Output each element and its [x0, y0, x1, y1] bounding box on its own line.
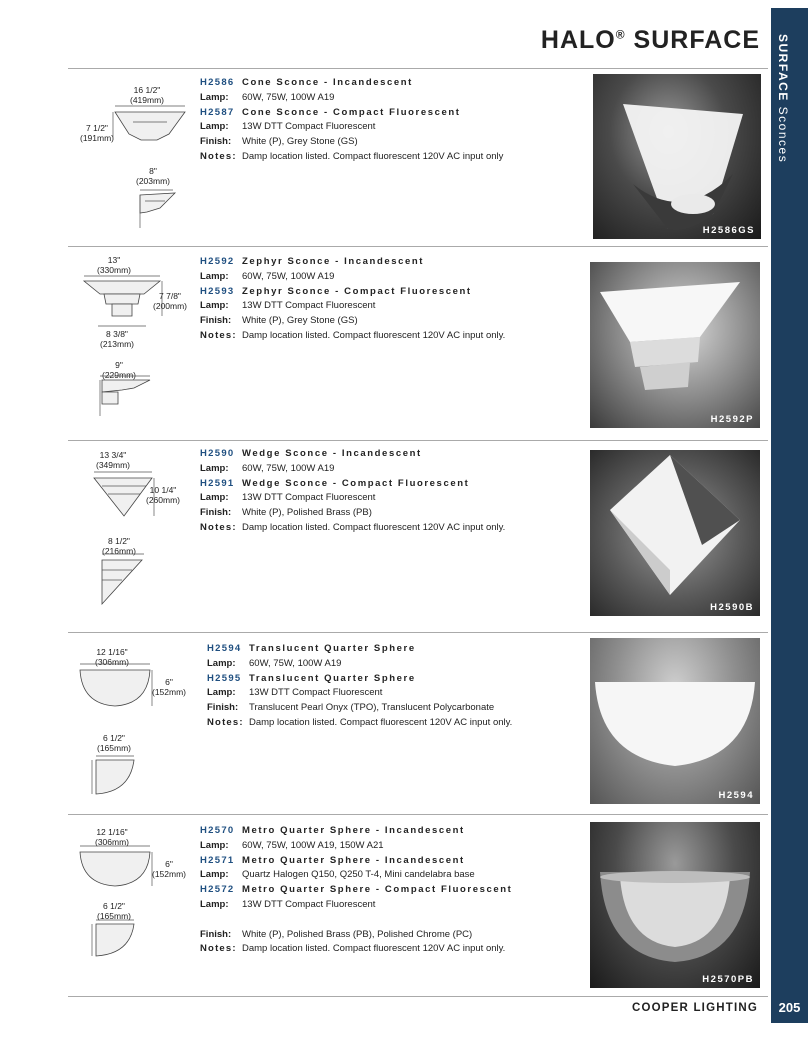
wedge-sconce-illustration — [590, 450, 760, 616]
spec-row: Finish: White (P), Polished Brass (PB) — [200, 507, 372, 519]
photo-caption: H2590B — [710, 602, 754, 613]
spec-row: Notes: Damp location listed. Compact fluorescent 120V AC input only. — [200, 943, 506, 955]
dim-width: 12 1/16" (306mm) — [95, 647, 130, 667]
dim-width: 12 1/16" (306mm) — [95, 827, 130, 847]
spec-row: Lamp: Quartz Halogen Q150, Q250 T-4, Mini candelabra base — [200, 869, 475, 881]
translucent-dimension-drawing — [78, 664, 188, 804]
spec-row: Finish: White (P), Grey Stone (GS) — [200, 136, 358, 148]
metro-dimension-drawing — [78, 846, 188, 986]
page-number: 205 — [771, 993, 808, 1023]
product-photo-metro — [590, 822, 760, 988]
spec-row: H2572 Metro Quarter Sphere - Compact Fluorescent — [200, 884, 513, 896]
spec-row: Finish: Translucent Pearl Onyx (TPO), Translucent Polycarbonate — [207, 702, 495, 714]
photo-caption: H2570PB — [702, 974, 754, 985]
spec-row: Lamp: 13W DTT Compact Fluorescent — [200, 121, 376, 133]
product-photo-zephyr — [590, 262, 760, 428]
footer-rule — [68, 996, 768, 997]
dim-depth: 9" (229mm) — [102, 360, 137, 380]
product-specs-metro — [200, 824, 512, 957]
translucent-sphere-illustration — [590, 638, 760, 804]
dim-width: 13" (330mm) — [97, 255, 132, 275]
section-divider — [68, 814, 768, 815]
spec-row: Lamp: 60W, 75W, 100W A19 — [207, 657, 342, 669]
metro-sphere-illustration — [590, 822, 760, 988]
product-photo-cone — [593, 74, 761, 239]
spec-row: H2592 Zephyr Sconce - Incandescent — [200, 256, 425, 267]
spec-row: H2593 Zephyr Sconce - Compact Fluorescent — [200, 285, 472, 297]
product-specs-translucent — [207, 642, 512, 731]
spec-row: Lamp: 13W DTT Compact Fluorescent — [200, 492, 376, 504]
section-divider — [68, 68, 768, 69]
spec-row: H2571 Metro Quarter Sphere - Incandescent — [200, 854, 465, 866]
dim-depth: 8" (203mm) — [136, 166, 171, 186]
zephyr-sconce-illustration — [590, 262, 760, 428]
cone-dimension-drawing — [85, 100, 195, 240]
dim-depth: 6 1/2" (165mm) — [97, 901, 132, 921]
spec-row: H2586 Cone Sconce - Incandescent — [200, 77, 413, 88]
spec-row: Notes: Damp location listed. Compact fluorescent 120V AC input only. — [200, 521, 506, 533]
section-divider — [68, 440, 768, 441]
spec-row: H2570 Metro Quarter Sphere - Incandescent — [200, 825, 465, 836]
spec-row: H2594 Translucent Quarter Sphere — [207, 643, 416, 654]
spec-row: Lamp: 60W, 75W, 100W A19 — [200, 270, 335, 282]
spec-row: Notes: Damp location listed. Compact fluorescent 120V AC input only. — [200, 329, 506, 341]
spec-row: H2591 Wedge Sconce - Compact Fluorescent — [200, 477, 470, 489]
spec-row: Notes: Damp location listed. Compact fluorescent 120V AC input only — [200, 150, 504, 162]
spec-row: Lamp: 60W, 75W, 100W A19, 150W A21 — [200, 839, 384, 851]
zephyr-dimension-drawing — [78, 276, 188, 426]
dim-height: 10 1/4" (260mm) — [146, 485, 181, 505]
section-divider — [68, 246, 768, 247]
spec-row: Notes: Damp location listed. Compact fluorescent 120V AC input only. — [207, 716, 513, 728]
dim-depth: 8 1/2" (216mm) — [102, 536, 137, 556]
dim-height: 6" (152mm) — [152, 859, 187, 879]
dim-width: 13 3/4" (349mm) — [96, 450, 131, 470]
product-photo-wedge — [590, 450, 760, 616]
dim-depth: 6 1/2" (165mm) — [97, 733, 132, 753]
footer-brand: COOPER LIGHTING — [632, 1002, 758, 1014]
spec-row: H2595 Translucent Quarter Sphere — [207, 672, 416, 684]
spec-row: Lamp: 13W DTT Compact Fluorescent — [200, 300, 376, 312]
spec-row: Lamp: 13W DTT Compact Fluorescent — [200, 898, 376, 910]
spec-row: Finish: White (P), Grey Stone (GS) — [200, 315, 358, 327]
dim-base: 8 3/8" (213mm) — [100, 329, 135, 349]
spec-row: H2590 Wedge Sconce - Incandescent — [200, 448, 422, 459]
dim-height: 7 1/2" (191mm) — [80, 123, 115, 143]
product-specs-wedge — [200, 447, 505, 536]
spec-row-spacer — [200, 913, 512, 928]
spec-row: H2587 Cone Sconce - Compact Fluorescent — [200, 106, 461, 118]
product-specs-cone — [200, 76, 503, 165]
wedge-dimension-drawing — [80, 470, 190, 610]
page-title: HALO® SURFACE — [540, 26, 760, 54]
photo-caption: H2586GS — [702, 225, 755, 236]
spec-row: Lamp: 60W, 75W, 100W A19 — [200, 462, 335, 474]
sidebar-category: SURFACE Sconces — [776, 34, 790, 164]
photo-caption: H2592P — [710, 414, 754, 425]
product-photo-translucent — [590, 638, 760, 804]
photo-caption: H2594 — [718, 790, 754, 801]
spec-row: Finish: White (P), Polished Brass (PB), Polished Chrome (PC) — [200, 928, 473, 940]
dim-height: 7 7/8" (200mm) — [153, 291, 188, 311]
spec-row: Lamp: 13W DTT Compact Fluorescent — [207, 687, 383, 699]
section-divider — [68, 632, 768, 633]
spec-row: Lamp: 60W, 75W, 100W A19 — [200, 91, 335, 103]
dim-width: 16 1/2" (419mm) — [130, 85, 165, 105]
cone-sconce-illustration — [593, 74, 761, 239]
dim-height: 6" (152mm) — [152, 677, 187, 697]
product-specs-zephyr — [200, 255, 505, 344]
